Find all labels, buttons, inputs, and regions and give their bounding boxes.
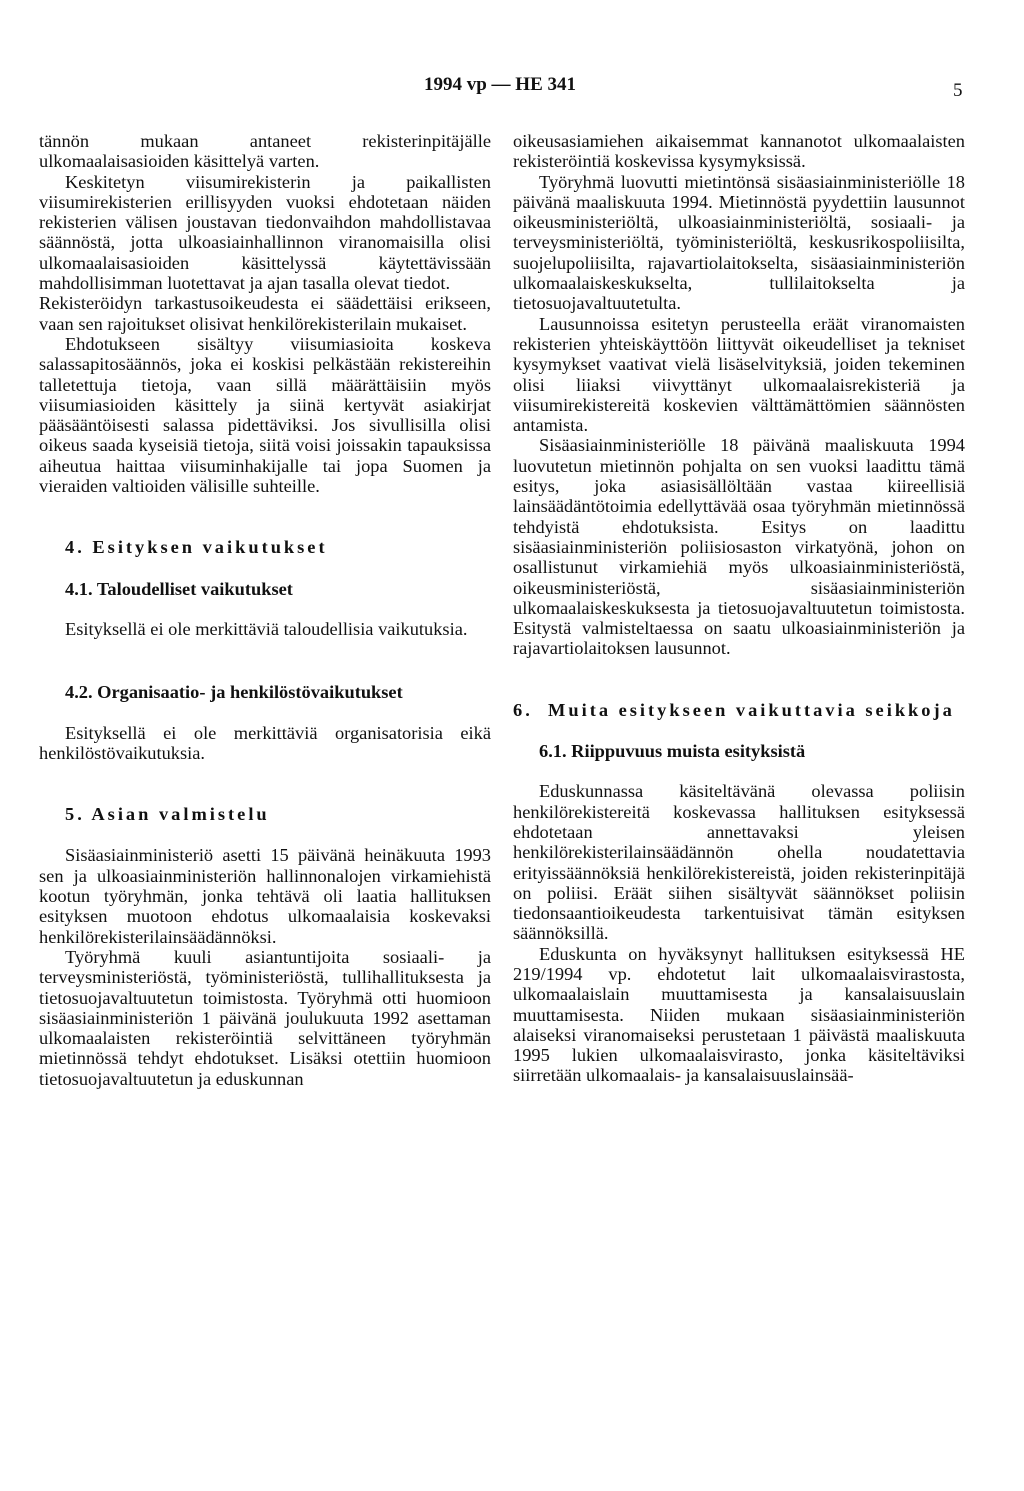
- paragraph: Eduskunta on hyväksynyt hallituksen esityksessä HE 219/1994 vp. ehdotetut lait ulkomaalaisvirastosta, ulkomaalaislain muuttamisesta ja kansalaisuuslain muuttamisesta. Niiden mukaan sisäasiainministeriön alaiseksi viranomaiseksi perustetaan 1 päivästä maaliskuuta 1995 lukien ulkomaalaisvirasto, jonka käsiteltäviksi siirretään ulkomaalais- ja kansalaisuuslainsää-: [513, 943, 965, 1086]
- section-number: 6.: [513, 699, 533, 720]
- paragraph: Sisäasiainministeriö asetti 15 päivänä heinäkuuta 1993 sen ja ulkoasiainministeriön hallinnonalojen virkamiehistä kootun työryhmän, jonka tehtävä oli laatia hallituksen esityksen muotoon ehdotus ulkomaalaisia koskevaksi henkilörekisterilainsäädännöksi.: [39, 845, 491, 947]
- paragraph: Esityksellä ei ole merkittäviä organisatorisia eikä henkilöstövaikutuksia.: [39, 722, 491, 763]
- paragraph: Ehdotukseen sisältyy viisumiasioita koskeva salassapitosäännös, joka ei koskisi pelkästään rekistereihin talletettuja tietoja, vaan sillä määrättäisiin myös viisumiasioiden käsittely ja siinä kertyvät asiakirjat pääsääntöisesti salassa pidettäviksi. Jos sivullisilla olisi oikeus saada kyseisiä tietoja, siitä voisi joissakin tapauksissa aiheutua haittaa viisuminhakijalle tai jopa Suomen ja vieraiden valtioiden välisille suhteille.: [39, 333, 491, 497]
- page-number: 5: [953, 80, 963, 101]
- paragraph: oikeusasiamiehen aikaisemmat kannanotot ulkomaalaisten rekisteröintiä koskevissa kysymyksissä.: [513, 131, 965, 172]
- paragraph: Sisäasiainministeriölle 18 päivänä maaliskuuta 1994 luovutetun mietinnön pohjalta on sen vuoksi laadittu tämä esitys, joka asiasisällöltään vastaa kiireellisiä lainsäädäntötoimia edellyttävää osaa työryhmän mietinnössä tehdyistä ehdotuksista. Esitys on laadittu sisäasiainministeriön poliisiosaston virkatyönä, johon on osallistunut virkamiehiä myös ulkoasiainministeriöstä, oikeusministeriöstä, sisäasiainministeriön ulkomaalaiskeskuksesta ja tietosuojavaltuutetun toimistosta. Esitystä valmisteltaessa on saatu ulkoasiainministeriön ja rajavartiolaitoksen lausunnot.: [513, 435, 965, 659]
- running-head: 1994 vp — HE 341: [423, 74, 577, 95]
- right-column: [513, 131, 965, 1086]
- subsection-heading-4-1: 4.1. Taloudelliset vaikutukset: [65, 578, 293, 599]
- paragraph: Lausunnoissa esitetyn perusteella eräät viranomaisten rekisterien yhteiskäyttöön liittyvät oikeudelliset ja tekniset kysymykset vaativat vielä lisäselvityksiä, joiden tekeminen olisi liiaksi viivyttänyt ulkomaalaisrekisteriä ja viisumirekistereitä koskevien välttämättömien säännösten antamista.: [513, 313, 965, 436]
- paragraph: Rekisteröidyn tarkastusoikeudesta ei säädettäisi erikseen, vaan sen rajoitukset olisivat henkilörekisterilain mukaiset.: [39, 293, 491, 334]
- section-title: Muita esitykseen vaikuttavia seikkoja: [548, 699, 955, 720]
- paragraph: Esityksellä ei ole merkittäviä taloudellisia vaikutuksia.: [65, 618, 468, 639]
- left-column: [39, 131, 491, 1089]
- paragraph: Työryhmä kuuli asiantuntijoita sosiaali- ja terveysministeriöstä, työministeriöstä, tullihallituksesta ja tietosuojavaltuutetun toimistosta. Työryhmä otti huomioon sisäasiainministeriön 1 päivänä joulukuuta 1992 asettaman ulkomaalaisten rekisteröintiä selvittäneen työryhmän mietinnössä tehdyt ehdotukset. Lisäksi otettiin huomioon tietosuojavaltuutetun ja eduskunnan: [39, 946, 491, 1089]
- page-header: [0, 74, 1024, 104]
- paragraph: Keskitetyn viisumirekisterin ja paikallisten viisumirekisterien erillisyyden vuoksi ehdotetaan näiden rekisterien välisen joustavan tiedonvaihdon mahdollistavaa säännöstä, jotta ulkoasiainhallinnon viranomaisilla olisi ulkomaalaisasioiden käsittelyssä käytettävissään mahdollisimman luotettavat ja ajan tasalla olevat tiedot.: [39, 171, 491, 294]
- subsection-heading-4-2: 4.2. Organisaatio- ja henkilöstövaikutukset: [65, 682, 403, 703]
- section-heading-5: 5. Asian valmistelu: [65, 804, 270, 825]
- paragraph: Työryhmä luovutti mietintönsä sisäasiainministeriölle 18 päivänä maaliskuuta 1994. Mietinnöstä pyydettiin lausunnot oikeusministeriöltä, ulkoasiainministeriöltä, sosiaali- ja terveysministeriöltä, työministeriöltä, keskusrikospoliisilta, suojelupoliisilta, rajavartiolaitokselta, sisäasiainministeriön ulkomaalaiskeskukselta, tullilaitokselta ja tietosuojavaltuutetulta.: [513, 171, 965, 314]
- subsection-heading-6-1: 6.1. Riippuvuus muista esityksistä: [539, 741, 806, 762]
- section-heading-6: [513, 700, 965, 720]
- paragraph: tännön mukaan antaneet rekisterinpitäjälle ulkomaalaisasioiden käsittelyä varten.: [39, 131, 491, 172]
- paragraph: Eduskunnassa käsiteltävänä olevassa poliisin henkilörekistereitä koskevassa hallituksen esityksessä ehdotetaan annettavaksi yleisen henkilörekisterilainsäädännön ohella noudatettavia erityissäännöksiä henkilörekistereistä, joiden rekisterinpitäjä on poliisi. Eräät siihen sisältyvät säännökset poliisin tiedonsaantioikeudesta tarkentuisivat tämän esityksen säännöksillä.: [513, 781, 965, 944]
- section-heading-4: 4. Esityksen vaikutukset: [65, 537, 328, 558]
